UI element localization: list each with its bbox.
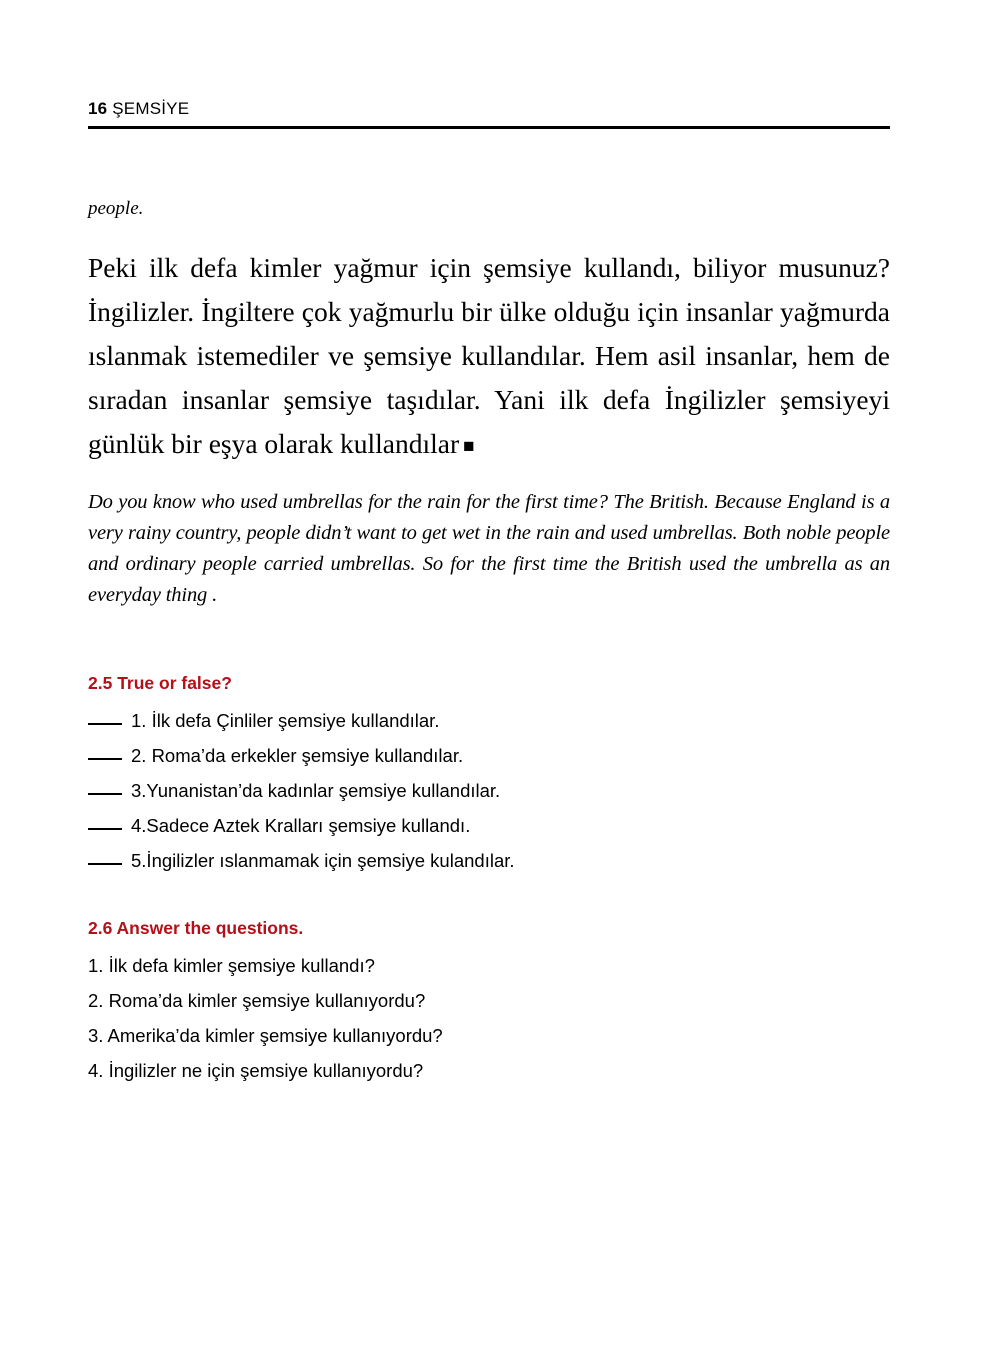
turkish-paragraph-text: Peki ilk defa kimler yağmur için şemsiye kullandı, biliyor musunuz? İngilizler. İngiltere çok yağmurlu bir ülke olduğu için insanlar yağmurda ıslanmak istemediler ve şemsiye kullandılar. Hem asil insanlar, hem de sıradan insanlar şemsiye taşıdılar. Yani ilk defa İngilizler şemsiyeyi günlük bir eşya olarak kullandılar bbox=[88, 252, 890, 459]
list-item[interactable]: 2. Roma’da kimler şemsiye kullanıyordu? bbox=[88, 990, 426, 1011]
list-item[interactable] bbox=[88, 738, 890, 773]
list-item-label: 2. Roma’da erkekler şemsiye kullandılar. bbox=[131, 745, 464, 766]
list-item-label: 1. İlk defa Çinliler şemsiye kullandılar. bbox=[131, 710, 440, 731]
list-item[interactable] bbox=[88, 773, 890, 808]
page-folio-number: 16 bbox=[88, 99, 108, 118]
running-head bbox=[88, 98, 890, 120]
true-false-list bbox=[88, 703, 890, 878]
list-item-label: 5.İngilizler ıslanmamak için şemsiye kulandılar. bbox=[131, 850, 515, 871]
list-item[interactable] bbox=[88, 843, 890, 878]
continued-orphan-line: people. bbox=[88, 198, 144, 219]
spacer-after-translation bbox=[88, 611, 890, 671]
spacer-between-sections bbox=[88, 878, 890, 916]
list-item-label: 3.Yunanistan’da kadınlar şemsiye kullandılar. bbox=[131, 780, 501, 801]
answer-blank-underline[interactable] bbox=[88, 828, 122, 830]
exercise-section-answer-questions bbox=[88, 916, 890, 1088]
question-list bbox=[88, 948, 890, 1088]
list-item[interactable]: 1. İlk defa kimler şemsiye kullandı? bbox=[88, 955, 375, 976]
exercise-section-true-false bbox=[88, 671, 890, 878]
header-divider-rule bbox=[88, 126, 890, 129]
exercise-heading-2-6: 2.6 Answer the questions. bbox=[88, 918, 304, 938]
list-item[interactable]: 4. İngilizler ne için şemsiye kullanıyordu? bbox=[88, 1060, 424, 1081]
page-content bbox=[88, 196, 890, 1088]
turkish-body-paragraph bbox=[88, 246, 890, 469]
list-item-label: 4.Sadece Aztek Kralları şemsiye kullandı. bbox=[131, 815, 471, 836]
answer-blank-underline[interactable] bbox=[88, 758, 122, 760]
paragraph-end-square-icon: ■ bbox=[463, 436, 475, 457]
running-head-title: ŞEMSİYE bbox=[112, 99, 190, 118]
list-item[interactable] bbox=[88, 808, 890, 843]
answer-blank-underline[interactable] bbox=[88, 863, 122, 865]
exercise-heading-2-5: 2.5 True or false? bbox=[88, 673, 232, 693]
list-item[interactable]: 3. Amerika’da kimler şemsiye kullanıyordu? bbox=[88, 1025, 443, 1046]
answer-blank-underline[interactable] bbox=[88, 793, 122, 795]
answer-blank-underline[interactable] bbox=[88, 723, 122, 725]
english-translation-paragraph: Do you know who used umbrellas for the rain for the first time? The British. Because England is a very rainy country, people didn’t want to get wet in the rain and used umbrellas. Both noble people and ordinary people carried umbrellas. So for the first time the British used the umbrella as an everyday thing . bbox=[88, 491, 890, 606]
list-item[interactable] bbox=[88, 703, 890, 738]
